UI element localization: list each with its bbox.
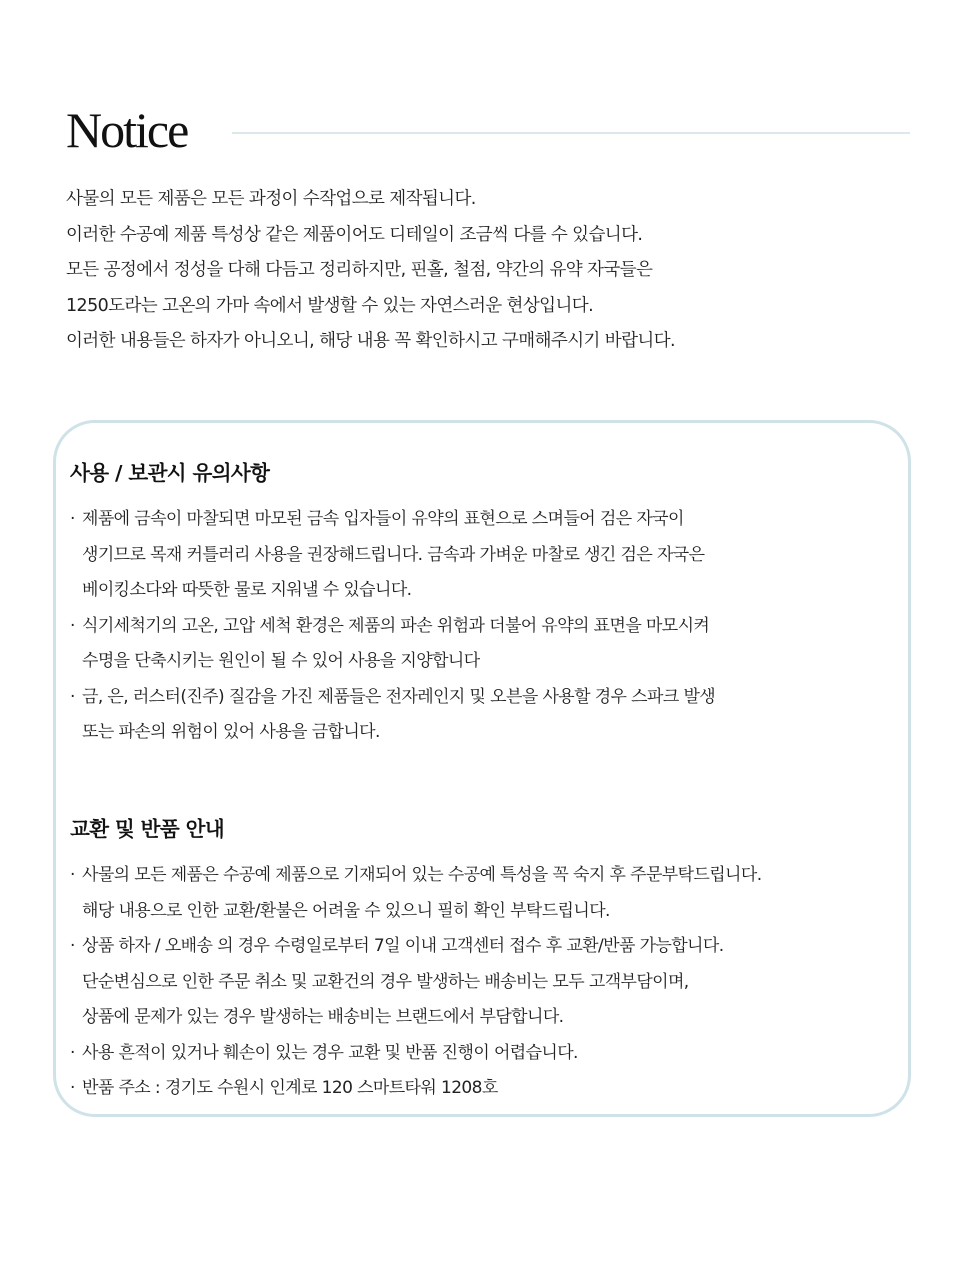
list-item-line: · 금, 은, 러스터(진주) 질감을 가진 제품들은 전자레인지 및 오븐을 사용할 경우 스파크 발생 bbox=[70, 680, 715, 716]
page-title: Notice bbox=[66, 102, 188, 158]
list-item-line: · 반품 주소 : 경기도 수원시 인계로 120 스마트타워 1208호 bbox=[70, 1071, 762, 1107]
usage-list bbox=[70, 502, 715, 751]
list-item-line: 또는 파손의 위험이 있어 사용을 금합니다. bbox=[82, 722, 380, 742]
list-item-line: 수명을 단축시키는 원인이 될 수 있어 사용을 지양합니다 bbox=[82, 651, 480, 671]
intro-line: 이러한 내용들은 하자가 아니오니, 해당 내용 꼭 확인하시고 구매해주시기 바랍니다. bbox=[66, 331, 675, 351]
list-item bbox=[70, 858, 762, 929]
intro-line: 이러한 수공예 제품 특성상 같은 제품이어도 디테일이 조금씩 다를 수 있습니다. bbox=[66, 224, 643, 245]
exchange-list bbox=[70, 858, 762, 1107]
list-item-line: 상품에 문제가 있는 경우 발생하는 배송비는 브랜드에서 부담합니다. bbox=[82, 1007, 564, 1027]
exchange-section bbox=[70, 814, 762, 1107]
usage-heading: 사용 / 보관시 유의사항 bbox=[70, 461, 270, 485]
intro-line: 1250도라는 고온의 가마 속에서 발생할 수 있는 자연스러운 현상입니다. bbox=[66, 295, 594, 316]
list-item-line: · 상품 하자 / 오배송 의 경우 수령일로부터 7일 이내 고객센터 접수 후 교환/반품 가능합니다. bbox=[70, 929, 762, 965]
list-item-line: · 식기세척기의 고온, 고압 세척 환경은 제품의 파손 위험과 더불어 유약의 표면을 마모시켜 bbox=[70, 609, 715, 645]
list-item bbox=[70, 680, 715, 751]
list-item-line: 해당 내용으로 인한 교환/환불은 어려울 수 있으니 필히 확인 부탁드립니다. bbox=[82, 900, 610, 921]
list-item bbox=[70, 1036, 762, 1072]
exchange-heading: 교환 및 반품 안내 bbox=[70, 817, 225, 841]
list-item bbox=[70, 1071, 762, 1107]
list-item bbox=[70, 502, 715, 609]
notice-box bbox=[53, 420, 911, 1117]
title-divider bbox=[232, 132, 910, 134]
list-item bbox=[70, 929, 762, 1036]
list-item-line: · 사용 흔적이 있거나 훼손이 있는 경우 교환 및 반품 진행이 어렵습니다. bbox=[70, 1036, 762, 1072]
usage-section bbox=[70, 458, 715, 751]
list-item-line: 베이킹소다와 따뜻한 물로 지워낼 수 있습니다. bbox=[82, 580, 412, 600]
intro-line: 모든 공정에서 정성을 다해 다듬고 정리하지만, 핀홀, 철점, 약간의 유약 자국들은 bbox=[66, 260, 653, 280]
intro-line: 사물의 모든 제품은 모든 과정이 수작업으로 제작됩니다. bbox=[66, 189, 476, 209]
list-item bbox=[70, 609, 715, 680]
intro-paragraph bbox=[66, 182, 675, 360]
list-item-line: 생기므로 목재 커틀러리 사용을 권장해드립니다. 금속과 가벼운 마찰로 생긴 검은 자국은 bbox=[82, 544, 705, 565]
list-item-line: · 제품에 금속이 마찰되면 마모된 금속 입자들이 유약의 표현으로 스며들어 검은 자국이 bbox=[70, 502, 715, 538]
list-item-line: 단순변심으로 인한 주문 취소 및 교환건의 경우 발생하는 배송비는 모두 고객부담이며, bbox=[82, 971, 689, 992]
list-item-line: · 사물의 모든 제품은 수공예 제품으로 기재되어 있는 수공예 특성을 꼭 숙지 후 주문부탁드립니다. bbox=[70, 858, 762, 894]
